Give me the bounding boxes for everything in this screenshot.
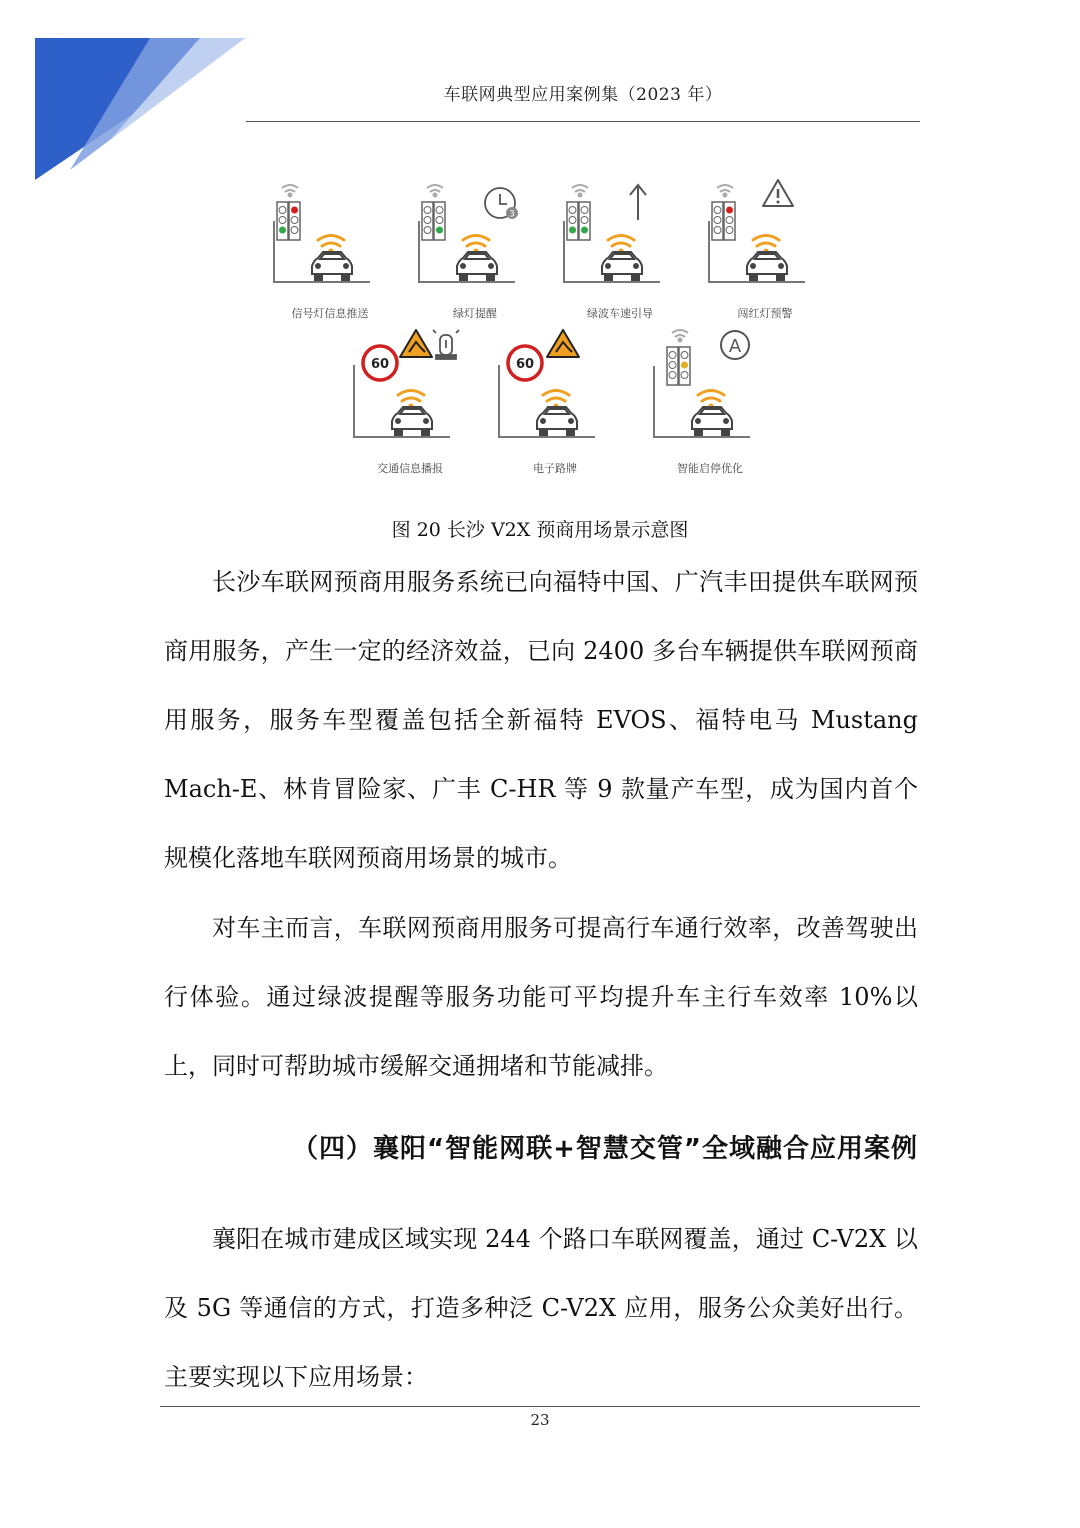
car-icon [392, 407, 432, 435]
car-icon [457, 252, 497, 280]
header-rule [246, 121, 920, 122]
scene-label: 信号灯信息推送 [291, 307, 369, 320]
scene-label: 交通信息播报 [377, 462, 443, 475]
wifi-icon [717, 185, 733, 197]
signal-waves-icon [398, 391, 424, 409]
car-icon [692, 407, 732, 435]
signal-waves-icon [698, 391, 724, 409]
page-number: 23 [530, 1411, 550, 1429]
car-icon [747, 252, 787, 280]
car-icon [312, 252, 352, 280]
v2x-scenario-figure [250, 160, 830, 480]
up-arrow-icon [630, 185, 646, 220]
signal-waves-icon [608, 236, 634, 254]
wifi-icon [427, 185, 443, 197]
wifi-icon [672, 330, 688, 342]
signal-waves-icon [463, 236, 489, 254]
scene-red-light-warning [695, 170, 835, 320]
body-paragraph-3: 襄阳在城市建成区域实现 244 个路口车联网覆盖，通过 C-V2X 以及 5G 等通信的方式，打造多种泛 C-V2X 应用，服务公众美好出行。主要实现以下应用场景： [164, 1225, 918, 1391]
scene-label: 闯红灯预警 [737, 307, 793, 320]
auto-badge-letter: A [728, 336, 742, 357]
car-icon [537, 407, 577, 435]
body-paragraph-2: 对车主而言，车联网预商用服务可提高行车通行效率，改善驾驶出行体验。通过绿波提醒等服务功能可平均提升车主行车效率 10%以上，同时可帮助城市缓解交通拥堵和节能减排。 [164, 914, 918, 1080]
warning-triangle-icon [763, 180, 793, 206]
scene-signal-info-push [260, 170, 400, 320]
section-heading: （四）襄阳“智能网联+智慧交管”全域融合应用案例 [292, 1134, 918, 1164]
speed-limit-number: 60 [515, 357, 535, 372]
scene-smart-start-stop [640, 325, 780, 475]
speed-limit-number: 60 [370, 357, 390, 372]
scene-label: 绿波车速引导 [587, 307, 653, 320]
scene-label: 绿灯提醒 [453, 307, 497, 320]
roadwork-warning-icon [547, 330, 579, 357]
beacon-icon [433, 330, 459, 359]
signal-waves-icon [543, 391, 569, 409]
roadwork-warning-icon [400, 330, 432, 357]
wifi-icon [282, 185, 298, 197]
body-paragraph-1: 长沙车联网预商用服务系统已向福特中国、广汽丰田提供车联网预商用服务，产生一定的经济效益，已向 2400 多台车辆提供车联网预商用服务，服务车型覆盖包括全新福特 EVOS、福特电马 Mustang Mach-E、林肯冒险家、广丰 C-HR 等 9 款量产车型，成为国内首个规模化落地车联网预商用场景的城市。 [164, 568, 918, 872]
page-header-title: 车联网典型应用案例集（2023 年） [443, 85, 723, 105]
speed-limit-sign-icon [508, 346, 542, 380]
wifi-icon [572, 185, 588, 197]
auto-start-stop-icon [721, 331, 749, 359]
signal-waves-icon [753, 236, 779, 254]
clock-countdown-number: 3 [509, 209, 515, 220]
scene-label: 电子路牌 [533, 462, 577, 475]
figure-caption: 图 20 长沙 V2X 预商用场景示意图 [391, 519, 689, 541]
countdown-clock-icon [485, 188, 518, 220]
scene-green-wave-speed-guidance [550, 170, 690, 320]
corner-decoration [0, 0, 260, 200]
scene-green-light-reminder [405, 170, 545, 320]
scene-traffic-info-broadcast [340, 325, 480, 475]
scene-label: 智能启停优化 [677, 462, 743, 475]
car-icon [602, 252, 642, 280]
footer-rule [160, 1406, 920, 1407]
signal-waves-icon [318, 236, 344, 254]
scene-electronic-road-sign [485, 325, 625, 475]
speed-limit-sign-icon [363, 346, 397, 380]
